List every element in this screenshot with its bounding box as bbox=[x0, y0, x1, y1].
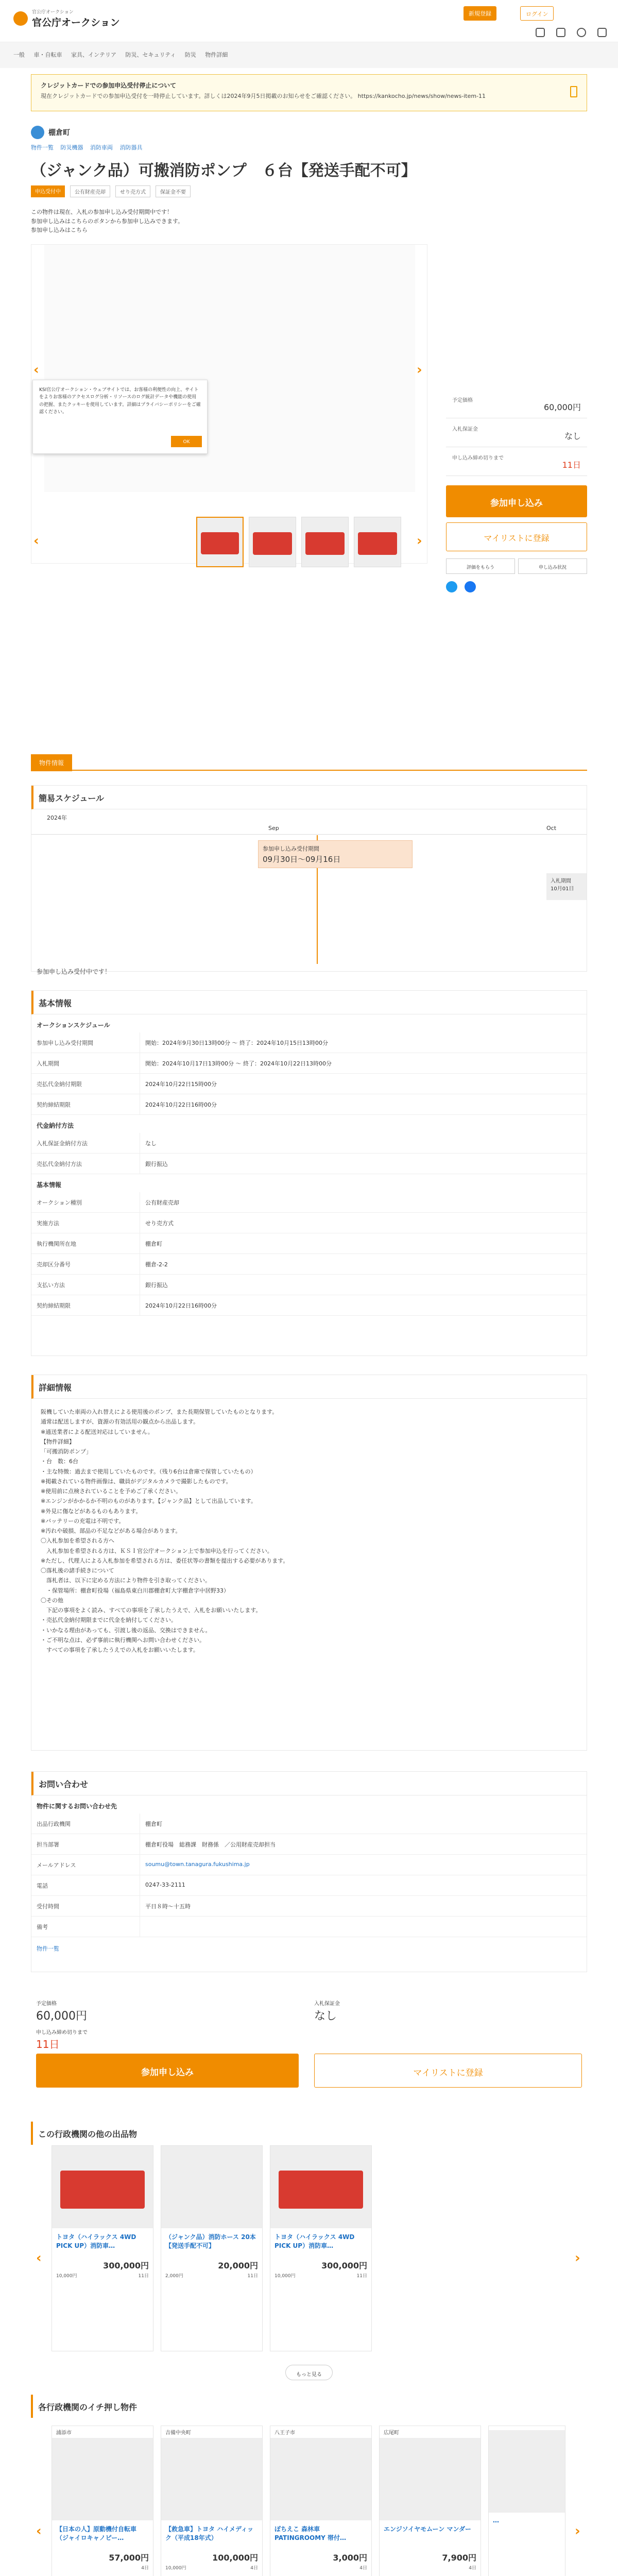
deposit-value: なし bbox=[564, 431, 581, 441]
info-value: 開始：2024年9月30日13時00分 ～ 終了：2024年10月15日13時00分 bbox=[140, 1032, 587, 1053]
timeline-axis bbox=[31, 834, 587, 835]
info-row bbox=[31, 1275, 587, 1295]
pick-card[interactable] bbox=[161, 2426, 263, 2576]
card-image bbox=[161, 2438, 262, 2520]
card-image bbox=[52, 2438, 153, 2520]
card-price: 100,000円 bbox=[212, 2553, 258, 2563]
card-deposit: 10,000円 bbox=[274, 2274, 296, 2279]
info-row bbox=[31, 1032, 587, 1053]
info-value: 開始：2024年10月17日13時00分 ～ 終了：2024年10月22日13時00分 bbox=[140, 1053, 587, 1073]
bell-icon[interactable] bbox=[556, 28, 565, 37]
min-price-row bbox=[446, 389, 587, 418]
pump-photo bbox=[358, 532, 397, 555]
min-price-label: 予定価格 bbox=[452, 398, 473, 403]
register-button[interactable]: 新規登録 bbox=[464, 6, 496, 21]
contact-section bbox=[31, 1771, 587, 1972]
thumbnail-strip bbox=[196, 517, 401, 567]
thumb-prev-icon[interactable]: ‹ bbox=[33, 533, 39, 549]
card-deadline: 11日 bbox=[247, 2274, 258, 2279]
status-badge: 申込受付中 bbox=[31, 185, 65, 197]
contact-row bbox=[31, 1834, 587, 1855]
card-image bbox=[270, 2438, 371, 2520]
notice-body[interactable]: 現在クレジットカードでの参加申込受付を一時停止しています。詳しくは2024年9月5日掲載のお知らせをご確認ください。 https://kankocho.jp/news/show/news-item-11 bbox=[41, 93, 486, 99]
card-name[interactable]: … bbox=[493, 2517, 499, 2524]
card-image bbox=[380, 2438, 480, 2520]
info-row bbox=[31, 1053, 587, 1074]
card-deadline: 4日 bbox=[469, 2566, 476, 2571]
breadcrumb-item[interactable]: 車・自転車 bbox=[33, 52, 62, 58]
info-key: 参加申し込み受付期間 bbox=[37, 1040, 93, 1046]
breadcrumb-current: 物件詳細 bbox=[205, 52, 228, 58]
pick-org: 広尾町 bbox=[384, 2430, 399, 2436]
payment-subheading: 代金納付方法 bbox=[37, 1122, 74, 1129]
info-value: 公有財産売却 bbox=[140, 1192, 587, 1212]
timeline-year: 2024年 bbox=[47, 815, 67, 821]
card-meta bbox=[52, 2271, 153, 2280]
breadcrumb-item[interactable]: 防災 bbox=[184, 52, 196, 58]
schedule-timeline bbox=[31, 809, 587, 964]
pick-org: 吉備中央町 bbox=[165, 2430, 191, 2436]
main-image[interactable] bbox=[44, 245, 415, 492]
small-button-b[interactable]: 申し込み状況 bbox=[518, 558, 587, 574]
basic-info-section bbox=[31, 990, 587, 1356]
pick-org: 八王子市 bbox=[274, 2430, 295, 2436]
card-name[interactable]: エンジソイヤモムーン マンダー bbox=[384, 2526, 471, 2533]
category-links bbox=[31, 143, 587, 151]
bid-period-label: 入札期間 bbox=[551, 878, 571, 884]
card-deadline: 11日 bbox=[356, 2274, 367, 2279]
contact-phone: 0247-33-2111 bbox=[140, 1875, 587, 1895]
category-link[interactable]: 防災機器 bbox=[60, 144, 83, 151]
other-items-heading: この行政機関の他の出品物 bbox=[31, 2122, 587, 2145]
pump-photo bbox=[305, 532, 345, 555]
notice-banner bbox=[31, 74, 587, 111]
logo-icon bbox=[13, 11, 28, 26]
contact-row bbox=[31, 1814, 587, 1834]
carousel-prev-icon[interactable]: ‹ bbox=[36, 2250, 42, 2266]
bottom-min-price-label: 予定価格 bbox=[36, 2001, 57, 2007]
category-link[interactable]: 消防車両 bbox=[90, 144, 113, 151]
card-name[interactable]: トヨタ（ハイラックス 4WD PICK UP）消防車… bbox=[56, 2233, 136, 2249]
card-name[interactable]: 【救急車】トヨタ ハイメディック（平成18年式） bbox=[165, 2526, 254, 2541]
basic-info-heading: 基本情報 bbox=[31, 991, 587, 1014]
info-value: 棚倉町 bbox=[140, 1233, 587, 1253]
card-price: 7,900円 bbox=[442, 2553, 476, 2563]
thumbnail[interactable] bbox=[249, 517, 296, 567]
info-row bbox=[31, 1154, 587, 1174]
bid-sidebar bbox=[446, 389, 587, 693]
card-price: 20,000円 bbox=[218, 2261, 258, 2270]
category-link[interactable]: 消防器具 bbox=[119, 144, 143, 151]
bottom-deadline: 11日 bbox=[36, 2038, 60, 2050]
bottom-apply-button[interactable]: 参加申し込み bbox=[36, 2054, 299, 2088]
other-more-button[interactable]: もっと見る bbox=[285, 2365, 333, 2380]
info-key: 支払い方法 bbox=[37, 1282, 65, 1289]
contact-key: 担当部署 bbox=[37, 1841, 59, 1848]
thumb-next-icon[interactable]: › bbox=[417, 533, 422, 549]
phone-icon bbox=[570, 86, 577, 97]
detail-heading: 詳細情報 bbox=[31, 1375, 587, 1399]
contact-row bbox=[31, 1917, 587, 1937]
bottom-bid-panel bbox=[31, 1993, 587, 2091]
org-name[interactable]: 棚倉町 bbox=[48, 129, 70, 137]
auction-schedule-subheading: オークションスケジュール bbox=[37, 1022, 110, 1029]
card-meta bbox=[270, 2271, 371, 2280]
card-name[interactable]: トヨタ（ハイラックス 4WD PICK UP）消防車… bbox=[274, 2233, 355, 2249]
contact-hours: 平日８時～十五時 bbox=[140, 1896, 587, 1916]
card-meta bbox=[380, 2563, 480, 2572]
info-row bbox=[31, 1094, 587, 1115]
thumbnail[interactable] bbox=[301, 517, 349, 567]
type-badge: 公有財産売却 bbox=[70, 185, 110, 197]
item-tags bbox=[31, 185, 587, 197]
item-intro: この物件は現在、入札の参加申し込み受付期間中です！ 参加申し込みはこちらのボタンから参加申し込みできます。 参加申し込みはこちら bbox=[31, 209, 184, 234]
pick-card[interactable] bbox=[52, 2426, 153, 2576]
info-value: 棚倉-2-2 bbox=[140, 1254, 587, 1274]
deadline-value: 11日 bbox=[562, 460, 581, 470]
other-items-section bbox=[31, 2122, 587, 2378]
org-emblem-icon bbox=[31, 126, 44, 139]
card-price: 300,000円 bbox=[321, 2261, 367, 2270]
card-image bbox=[270, 2146, 371, 2228]
breadcrumb-item[interactable]: 一般 bbox=[13, 52, 25, 58]
detail-section bbox=[31, 1375, 587, 1751]
cookie-text: KSI官公庁オークション・ウェブサイトでは、お客様の利便性の向上、サイトをよりお客様のアクセスログ分析・リソースのログ統計データや機能の使用の把握、またクッキーを使用しています。詳細はプライバシーポリシーをご確認ください。 bbox=[39, 387, 201, 415]
contact-email[interactable]: soumu@town.tanagura.fukushima.jp bbox=[140, 1855, 587, 1875]
card-deadline: 4日 bbox=[359, 2566, 367, 2571]
bottom-min-price: 60,000円 bbox=[36, 2010, 87, 2023]
facebook-icon[interactable] bbox=[465, 581, 476, 592]
card-image bbox=[52, 2146, 153, 2228]
card-price: 57,000円 bbox=[109, 2553, 149, 2563]
logo-sub: 官公庁オークション bbox=[32, 10, 74, 15]
card-price: 3,000円 bbox=[333, 2553, 367, 2563]
card-meta bbox=[161, 2563, 262, 2572]
card-deposit: 10,000円 bbox=[56, 2274, 77, 2279]
cookie-ok-button[interactable]: OK bbox=[171, 436, 202, 447]
info-key: 契約締結期限 bbox=[37, 1302, 71, 1309]
card-name[interactable]: 【日本の人】原動機付自転車（ジャイロキャノピー… bbox=[56, 2526, 137, 2541]
info-row bbox=[31, 1074, 587, 1094]
card-price: 300,000円 bbox=[103, 2261, 149, 2270]
image-gallery bbox=[31, 244, 427, 564]
contact-value: 棚倉町役場 総務課 財務係 ／公用財産売却担当 bbox=[140, 1834, 587, 1854]
share-icons bbox=[446, 581, 587, 592]
login-button[interactable]: ログイン bbox=[520, 6, 554, 21]
item-title: （ジャンク品）可搬消防ポンプ ６台【発送手配不可】 bbox=[31, 162, 417, 180]
pick-org bbox=[489, 2426, 565, 2430]
info-value: 2024年10月22日16時00分 bbox=[140, 1094, 587, 1114]
card-image bbox=[489, 2430, 565, 2513]
timeline-month-oct: Oct bbox=[546, 825, 557, 832]
contact-notes bbox=[140, 1917, 587, 1937]
pick-card[interactable] bbox=[379, 2426, 481, 2576]
cookie-notice bbox=[32, 380, 208, 454]
contact-key: 受付時間 bbox=[37, 1903, 59, 1910]
card-deadline: 4日 bbox=[250, 2566, 258, 2571]
item-card[interactable] bbox=[161, 2145, 263, 2351]
pick-org: 浦添市 bbox=[56, 2430, 72, 2436]
item-list-link[interactable]: 物件一覧 bbox=[37, 1945, 59, 1952]
bid-period-bar bbox=[546, 873, 587, 900]
contact-subheading: 物件に関するお問い合わせ先 bbox=[37, 1803, 117, 1810]
card-deposit: 2,000円 bbox=[165, 2274, 183, 2279]
schedule-status: 参加申し込み受付中です！ bbox=[37, 968, 111, 975]
detail-text: 阪機していた車両の入れ替えによる使用後のポンプ、また長期保管していたものとなります。 通常は配送しますが、資源の有効活用の観点から出品します。 ※通送業者による配送対応はしていません。 【物件詳細】 「可搬消防ポンプ」 ・台 数：6台 ・主な特徴：過去まで使用していたものです。（残り6台は倉庫で保管していたもの） ※掲載されている物件画像は、職員がデジタルカメラで撮影したものです。 ※使用前に点検されていることを予めご了承ください。 ※エンジンがかかるか不明のものがあります。【ジャンク品】として出品しています。 ※外見に傷などがあるものもあります。 ※バッテリーの充電は不明です。 ※汚れや破損、部品の不足などがある場合があります。 〇入札参加を希望される方へ 入札参加を希望される方は、ＫＳＩ官公庁オークション上で参加申込を行ってください。 ※ただし、代理人による入札参加を希望される方は、委任状等の書類を提出する必要があります。 〇落札後の諸手続きについて 落札者は、以下に定める方法により物件を引き取ってください。 ・保管場所：棚倉町役場（福島県東白川郡棚倉町大字棚倉字中居野33） 〇その他 下記の事項をよく読み、すべての事項を了承したうえで、入札をお願いいたします。 ・売払代金納付期限までに代金を納付してください。 ・いかなる理由があっても、引渡し後の返品、交換はできません。 ・ご不明な点は、必ず事前に執行機関へお問い合わせください。 すべての事項を了承したうえでの入札をお願いいたします。 bbox=[41, 1409, 289, 1653]
info-key: オークション種別 bbox=[37, 1199, 82, 1206]
info-value: 2024年10月22日16時00分 bbox=[140, 1295, 587, 1315]
info-row bbox=[31, 1213, 587, 1233]
apply-button[interactable]: 参加申し込み bbox=[446, 485, 587, 517]
apply-period-label: 参加申し込み受付期間 bbox=[263, 845, 319, 852]
card-deadline: 4日 bbox=[141, 2566, 149, 2571]
tab-item-info[interactable]: 物件情報 bbox=[31, 754, 72, 771]
schedule-heading: 簡易スケジュール bbox=[31, 786, 587, 809]
bottom-mylist-button[interactable]: マイリストに登録 bbox=[314, 2054, 582, 2088]
breadcrumb-item[interactable]: 防災、セキュリティ bbox=[125, 52, 176, 58]
picks-prev-icon[interactable]: ‹ bbox=[36, 2523, 42, 2539]
contact-value[interactable]: 棚倉町 bbox=[140, 1814, 587, 1834]
info-row bbox=[31, 1233, 587, 1254]
info-key: 実施方法 bbox=[37, 1220, 59, 1227]
min-price-value: 60,000円 bbox=[544, 402, 581, 412]
item-card[interactable] bbox=[52, 2145, 153, 2351]
card-meta bbox=[270, 2563, 371, 2572]
thumbnail[interactable] bbox=[196, 517, 244, 567]
card-deposit: 10,000円 bbox=[165, 2566, 186, 2571]
mylist-icon[interactable] bbox=[536, 28, 545, 37]
logo-main: 官公庁オークション bbox=[32, 17, 120, 28]
method-badge: せり売方式 bbox=[115, 185, 150, 197]
pick-card[interactable] bbox=[270, 2426, 372, 2576]
card-meta bbox=[52, 2563, 153, 2572]
apply-period-dates: 09月30日～09月16日 bbox=[263, 854, 341, 864]
pump-photo bbox=[201, 532, 239, 554]
contact-key: 電話 bbox=[37, 1883, 48, 1889]
bottom-deposit-label: 入札保証金 bbox=[314, 2001, 340, 2007]
card-image bbox=[161, 2146, 262, 2228]
truck-photo bbox=[279, 2171, 364, 2209]
info-value: 銀行振込 bbox=[140, 1154, 587, 1174]
info-key: 入札保証金納付方法 bbox=[37, 1140, 88, 1147]
card-name[interactable]: ぽちえこ 森林車 PATINGROOMY 帯付… bbox=[274, 2526, 347, 2541]
deposit-badge: 保証金不要 bbox=[156, 185, 191, 197]
header bbox=[0, 0, 618, 42]
bottom-deadline-label: 申し込み締め切りまで bbox=[36, 2030, 88, 2036]
deadline-label: 申し込み締め切りまで bbox=[452, 455, 504, 461]
chevron-left-icon[interactable]: ‹ bbox=[33, 362, 39, 378]
bid-period-date: 10月01日 bbox=[551, 886, 574, 892]
breadcrumb-item[interactable]: 家具、インテリア bbox=[71, 52, 116, 58]
info-key: 売払代金納付期限 bbox=[37, 1081, 82, 1088]
card-deadline: 11日 bbox=[138, 2274, 149, 2279]
apply-period-bar bbox=[258, 840, 413, 868]
user-icon[interactable] bbox=[577, 28, 586, 37]
contact-row bbox=[31, 1875, 587, 1896]
deposit-label: 入札保証金 bbox=[452, 427, 478, 432]
org-row bbox=[31, 117, 587, 143]
basic-subheading: 基本情報 bbox=[37, 1181, 62, 1189]
info-key: 執行機関所在地 bbox=[37, 1241, 76, 1247]
twitter-icon[interactable] bbox=[446, 581, 457, 592]
small-button-a[interactable]: 評価をもらう bbox=[446, 558, 515, 574]
info-key: 売払代金納付方法 bbox=[37, 1161, 82, 1167]
picks-heading: 各行政機関のイチ押し物件 bbox=[31, 2395, 587, 2418]
info-value: せり売方式 bbox=[140, 1213, 587, 1233]
site-logo[interactable] bbox=[13, 8, 120, 29]
timeline-month-sep: Sep bbox=[268, 825, 279, 832]
breadcrumb bbox=[0, 42, 618, 68]
contact-heading: お問い合わせ bbox=[31, 1772, 587, 1795]
truck-photo bbox=[60, 2171, 145, 2209]
notice-title: クレジットカードでの参加申込受付停止について bbox=[41, 82, 177, 89]
mylist-button[interactable]: マイリストに登録 bbox=[446, 522, 587, 551]
info-key: 入札期間 bbox=[37, 1060, 59, 1067]
info-value: なし bbox=[140, 1133, 587, 1153]
info-value: 2024年10月22日15時00分 bbox=[140, 1074, 587, 1094]
contact-key: メールアドレス bbox=[37, 1862, 76, 1869]
carousel-next-icon[interactable]: › bbox=[575, 2250, 580, 2266]
deadline-row bbox=[446, 447, 587, 476]
thumbnail[interactable] bbox=[354, 517, 401, 567]
contact-key: 出品行政機関 bbox=[37, 1821, 71, 1827]
info-row bbox=[31, 1295, 587, 1316]
chevron-right-icon[interactable]: › bbox=[417, 362, 422, 378]
card-name[interactable]: （ジャンク品）消防ホース 20本【発送手配不可】 bbox=[165, 2233, 256, 2249]
card-meta bbox=[161, 2271, 262, 2280]
pick-card[interactable] bbox=[488, 2426, 565, 2576]
info-value: 銀行振込 bbox=[140, 1275, 587, 1295]
small-buttons bbox=[446, 558, 587, 574]
pump-photo bbox=[253, 532, 292, 555]
contact-key: 備考 bbox=[37, 1924, 48, 1930]
bottom-deposit: なし bbox=[314, 2010, 337, 2023]
item-card[interactable] bbox=[270, 2145, 372, 2351]
info-row bbox=[31, 1133, 587, 1154]
picks-section bbox=[31, 2395, 587, 2576]
info-row bbox=[31, 1192, 587, 1213]
info-key: 売却区分番号 bbox=[37, 1261, 71, 1268]
schedule-section bbox=[31, 785, 587, 975]
info-row bbox=[31, 1254, 587, 1275]
deposit-row bbox=[446, 418, 587, 447]
picks-next-icon[interactable]: › bbox=[575, 2523, 580, 2539]
menu-icon[interactable] bbox=[597, 28, 607, 37]
contact-row bbox=[31, 1896, 587, 1917]
contact-row bbox=[31, 1855, 587, 1875]
info-key: 契約締結期限 bbox=[37, 1101, 71, 1108]
category-link[interactable]: 物件一覧 bbox=[31, 144, 54, 151]
tab-underline bbox=[31, 770, 587, 771]
